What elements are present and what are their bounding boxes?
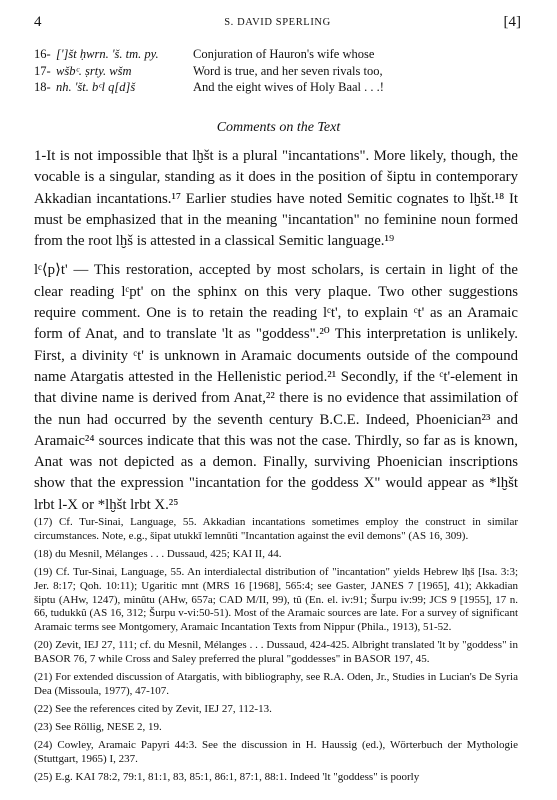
page-number: 4 (34, 14, 42, 30)
translation: Word is true, and her seven rivals too, (193, 63, 383, 78)
paragraph: 1-It is not impossible that lḫšt is a plural "incantations". More likely, though, the vocable is a singular, standing as it does in the position of šiptu in contemporary Akkadian incantations.¹⁷ Earlier studies have noted Semitic cognates to lḫšt.¹⁸ It must be emphasized that in the meaning "incantation" no feminine noun formed from the root lḫš is attested in a classical Semitic language.¹⁹ (34, 148, 518, 250)
footnote-22: (22) See the references cited by Zevit, IEJ 27, 112-13. (34, 702, 272, 715)
page-header (34, 14, 521, 34)
running-head: S. DAVID SPERLING (224, 17, 331, 28)
translation: Conjuration of Hauron's wife whose (193, 47, 375, 61)
footnote-17: (17) Cf. Tur-Sinai, Language, 55. Akkadian incantations sometimes employ the construct in similar circumstances. Note, e.g., šipat utukkī lemnūti "Incantation against the evil demons" (AS 16, 309). (34, 516, 518, 542)
footnote-25: (25) E.g. KAI 78:2, 79:1, 81:1, 83, 85:1, 86:1, 87:1, 88:1. Indeed 'lt "goddess" is poorly (34, 770, 420, 783)
transliteration: [']št ḥwrn. 'š. tm. py. (56, 47, 159, 61)
poem-line (34, 46, 514, 63)
line-number: 17- (34, 63, 51, 78)
bracketed-page-number: [4] (503, 14, 521, 30)
footnote-19: (19) Cf. Tur-Sinai, Language, 55. An interdialectal distribution of "incantation" yields Hebrew lḥš [Isa. 3:3; Jer. 8:17; Qoh. 10:11); Ugaritic mnt (MRS 16 [1968], 565:4; see Gaster, JANES 7 [1965], 41); Akkadian šiptu (AHw, 1247), minûtu (AHw, 657a; CAD M/II, 99), tû (En. el. iv:91; Šurpu iv:99; JCS 9 [1955], 17 n. 66, tudukkû (AS 16, 312; Šurpu v-vi:50-51). Most of the Aramaic sources are late. For a survey of significant Aramaic terms see Montgomery, Aramaic Incantation Texts from Nippur (Phila., 1913), 51-52. (34, 565, 518, 634)
section-heading: Comments on the Text (216, 120, 341, 135)
footnote-18: (18) du Mesnil, Mélanges . . . Dussaud, 425; KAI II, 44. (34, 547, 282, 560)
line-number: 16- (34, 47, 51, 61)
footnote-24: (24) Cowley, Aramaic Papyri 44:3. See the discussion in H. Haussig (ed.), Wörterbuch der Mythologie (Stuttgart, 1965) I, 237. (34, 738, 518, 765)
paragraph: lᶜ⟨p⟩t' — This restoration, accepted by most scholars, is certain in light of the clear reading lᶜpt' on the sphinx on this very plaque. Two other suggestions require comment. One is to retain the reading lᶜt', to explain ᶜt' as an Aramaic form of Anat, and to translate 'lt as "goddess".²⁰ This interpretation is unlikely. First, a divinity ᶜt' is unknown in Aramaic documents outside of the compound name Atargatis attested in the Hellenistic period.²¹ Secondly, if the ᶜt'-element in that divine name is derived from Anat,²² there is no evidence that assimilation of the nun had occurred by the seventh century B.C.E. Indeed, Phoenician²³ and Aramaic²⁴ sources indicate that this was not the case. Thirdly, so far as is known, Anat was not depicted as a demon. Finally, surviving Phoenician inscriptions show that the expression "incantation for the goddess X" would appear as *lḫšt lrbt l-X or *lḫšt lrbt X.²⁵ (34, 262, 518, 513)
footnote-20: (20) Zevit, IEJ 27, 111; cf. du Mesnil, Mélanges . . . Dussaud, 424-425. Albright translated 'lt by "goddess" in BASOR 76, 7 while Cross and Saley preferred the plural "goddesses" in BASOR 197, 45. (34, 639, 518, 666)
footnote-23: (23) See Röllig, NESE 2, 19. (34, 720, 162, 733)
translation: And the eight wives of Holy Baal . . .! (193, 80, 384, 94)
footnote-21: (21) For extended discussion of Atargatis, with bibliography, see R.A. Oden, Jr., Studies in Lucian's De Syria Dea (Missoula, 1977), 47-107. (34, 671, 518, 697)
inscription-translation (34, 46, 514, 96)
transliteration: nh. 'št. bᶜl q[d]š (56, 80, 136, 94)
poem-line (34, 79, 514, 96)
transliteration: wšbᶜ. ṣrty. wšm (56, 63, 132, 78)
footnotes (34, 516, 518, 784)
line-number: 18- (34, 80, 51, 94)
poem-line (34, 63, 514, 80)
main-text (34, 146, 518, 516)
